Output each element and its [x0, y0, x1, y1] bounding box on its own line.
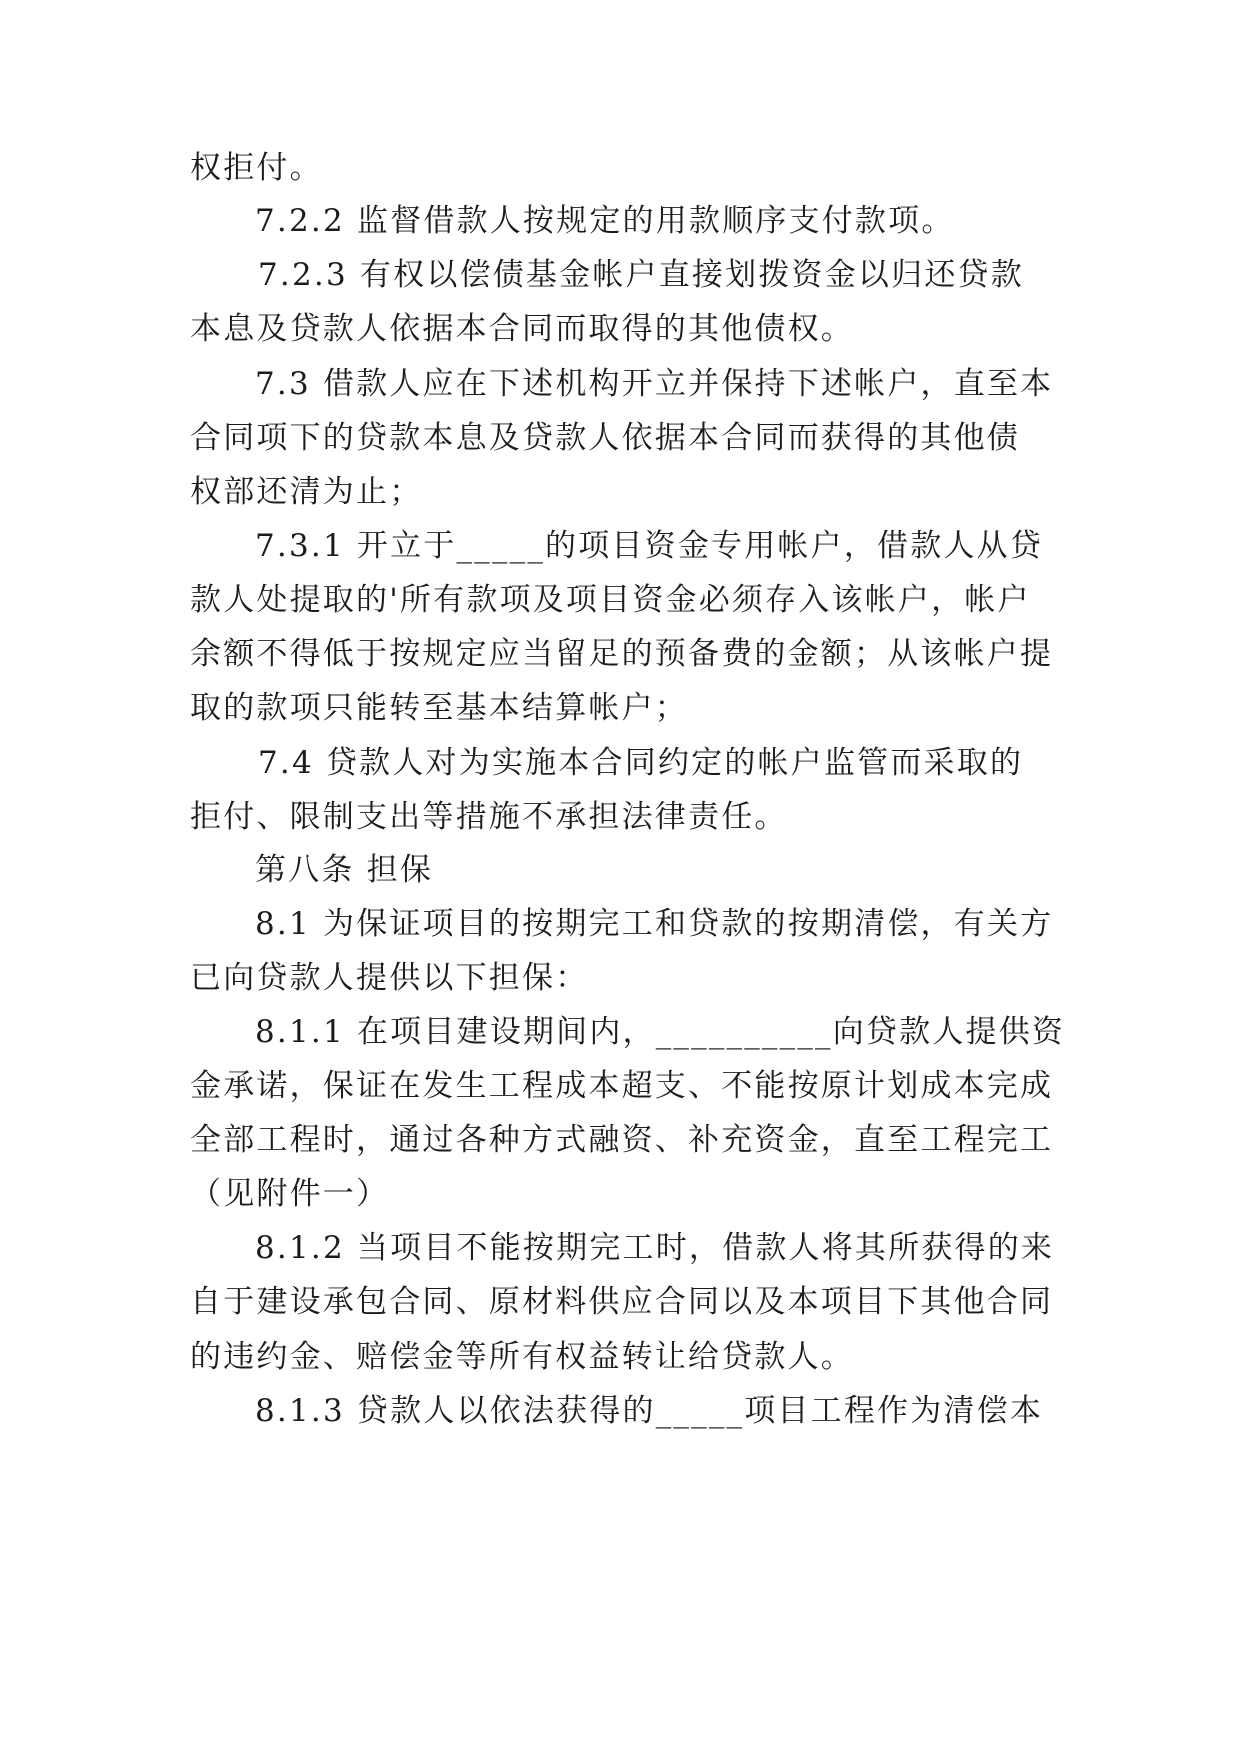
text-line: 合同项下的贷款本息及贷款人依据本合同而获得的其他债	[190, 420, 1020, 456]
text-line: 取的款项只能转至基本结算帐户；	[190, 690, 688, 726]
text-line: 权拒付。	[190, 150, 323, 186]
section-heading: 第八条 担保	[255, 852, 434, 888]
text-line: （见附件一）	[190, 1176, 390, 1212]
text-line: 8.1.3 贷款人以依法获得的_____项目工程作为清偿本	[255, 1393, 1044, 1429]
text-line: 7.3 借款人应在下述机构开立并保持下述帐户，直至本	[255, 366, 1054, 402]
text-line: 自于建设承包合同、原材料供应合同以及本项目下其他合同	[190, 1284, 1054, 1320]
text-line: 的违约金、赔偿金等所有权益转让给贷款人。	[190, 1339, 854, 1375]
text-line: 拒付、限制支出等措施不承担法律责任。	[190, 799, 788, 835]
text-line: 7.2.2 监督借款人按规定的用款顺序支付款项。	[255, 203, 955, 239]
text-line: 7.3.1 开立于_____的项目资金专用帐户，借款人从贷	[255, 528, 1044, 564]
text-line: 本息及贷款人依据本合同而取得的其他债权。	[190, 311, 854, 347]
text-line: 已向贷款人提供以下担保：	[190, 960, 589, 996]
text-line: 余额不得低于按规定应当留足的预备费的金额；从该帐户提	[190, 636, 1054, 672]
text-line: 金承诺，保证在发生工程成本超支、不能按原计划成本完成	[190, 1068, 1054, 1104]
text-line: 款人处提取的'所有款项及项目资金必须存入该帐户，帐户	[190, 582, 1031, 618]
text-line: 8.1 为保证项目的按期完工和贷款的按期清偿，有关方	[255, 906, 1054, 942]
text-line: 全部工程时，通过各种方式融资、补充资金，直至工程完工	[190, 1122, 1054, 1158]
text-line: 7.2.3 有权以偿债基金帐户直接划拨资金以归还贷款	[258, 257, 1024, 293]
text-line: 8.1.1 在项目建设期间内，__________向贷款人提供资	[255, 1014, 1066, 1050]
text-line: 8.1.2 当项目不能按期完工时，借款人将其所获得的来	[255, 1230, 1055, 1266]
text-line: 权部还清为止；	[190, 474, 423, 510]
text-line: 7.4 贷款人对为实施本合同约定的帐户监管而采取的	[258, 745, 1024, 781]
